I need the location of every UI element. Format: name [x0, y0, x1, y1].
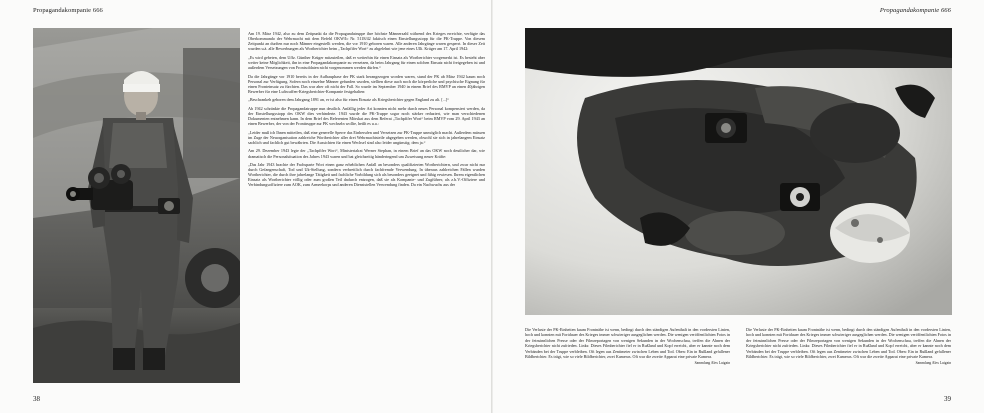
body-paragraph: „Beschrankeh geboren dem Jahrgang 1891 an, er ist also für einen Einsatz als Kriegsberichter gegen England zu alt. [...]“: [248, 97, 450, 103]
photo-caption: [746, 327, 951, 367]
photo-wounded-cameraman-image: [33, 28, 240, 383]
body-paragraph: Am 29. Dezember 1943 legte der „Tachpfifer Wort“, Ministerialrat Werner Stephan, in einem Brief an das OKW noch deutlicher dar, wie dramatisch die Personalsituation des Jahres 1943 waren und bat gleichzeitig händeringend um Zuweisung neuer Kräfte:: [248, 148, 485, 159]
book-gutter: [491, 0, 493, 413]
page-number-left: 38: [33, 395, 40, 403]
body-text-column: [248, 31, 485, 383]
caption-text: Die Verluste der PK-Einheiten kaum Frontnähe ist wenn, bedingt durch den ständigen Aufenthalt in den vordersten Linien, hoch und konnten mit Fortdauer des Krieges immer schwieriger ausgeglichen werden. Die wenigen veröffentlichten Fotos in der feinsinnlichen Presse oder der Filmreportagen von wenigen Sekunden in der Wochenschau, treffen die Ahnen der Kriegsberichter nicht zufrieden. Links: Dieses Filmberichter fiel er in Rußland und Kopf erreicht, aber er kannte noch dem Verbänden bei der Truppe verbleiben. Oft legen aus Zentimeter zwischen Leben und Tod. Oben: Ein in Rußland gefallener Bildberichter. Es trägt, wie so viele Bildberichter, zwei Kameras. Oft war die zweite Apparat eine private Kamera.: [746, 327, 951, 360]
running-head-right: Propagandakompanie 666: [879, 7, 951, 14]
body-paragraph: „Leider muß ich Ihnen mitteilen, daß eine generelle Sperre das Einberufen und Versetzen zur PK-Truppe unmöglich macht. Außerdem müssen im Zuge der Neuorganisation zahlreiche Wortberichter aller drei Wehrmachtsteile abgegeben werden, obwohl sie sich in jahrelangem Einsatz sachlich und fachlich gut bewährten. Die Aussichten für einen Wechsel sind also leider ungünstig; dem ja.“: [248, 129, 485, 145]
photo-wounded-cameraman: [33, 28, 240, 383]
page-number-right: 39: [944, 395, 951, 403]
photo-fallen-photographer-image: [525, 28, 952, 315]
caption-credit: Sammlung Alex Luigain: [915, 361, 951, 366]
photo-fallen-photographer: [525, 28, 952, 315]
body-paragraph: „Es wird gebeten, dem Uffz. Günther Krüger mitzuteilen, daß er weiterhin für einen Einsatz als Wortberichter vorgemerkt ist. Es besteht aber weiter keine Möglichkeit, ihn in eine Propagandakompanie zu versetzen, da beim Jahrgang für einen solchen Einsatz nicht freigegeben ist und außerdem Versetzungen von Frontsoldaten nicht vorgenommen werden dürfen.“: [248, 54, 485, 70]
photo-caption: [525, 327, 730, 367]
body-paragraph: Am 19. März 1942, also zu dem Zeitpunkt da die Propagandatruppe ihre höchste Männerzahl während des Krieges erreichte, verfügte das Oberkommando der Wehrmacht mit dem Befehl OKW/Ic Nr. 5118/42 faktisch einen Einstellungsstopp für die PK-Truppe. Von diesem Zeitpunkt an durften nur noch Männer eingestellt werden, die vor 1910 geboren waren. Alle anderen Jahrgänge waren gesperrt. In dieser Zeit wurden u.ä. alle Bewerbungen als Wortberichter beim „Tachpfifer Wort“ zu abgelehnt wie jene eines Ulli. Krüger am 17. April 1942:: [248, 31, 485, 52]
body-paragraph: Ab 1942 schränkte die Propagandatruppe nun deutlich. Anfällig jeder Art konnten nicht mehr durch neues Personal kompensiert werden, da der Einstellungsstopp des OKW dies verhinderte. 1943 wurde die PK-Truppe sogar noch stärker reduziert, wie man verschiedenen Dokumenten entnehmen kann. In dem Brief des Referenten Mörskat aus dem Referat „Tachpfifer Wort“ beim RMVP vom 29. April 1943 an einen Bewerber, der von der Fronttruppe zur PK wechseln wollte, heißt es u.a.:: [248, 105, 485, 127]
body-paragraph: „Das Jahr 1943 brachte der Fachsparte Wort einen ganz erheblichen Anfall an besonders qualifizierten Wortberichtern, und zwar nicht nur durch Gefangenschaft, Tod und Uk-Stellung, sondern verbreitlich durch fachfremde Verwendung. In überaus zahlreichen Fällen wurden Wortberichter, die durch ihre jahrelange Tätigkeit und fachliche Vorbildung sich als besonders geeignet und fähig erwiesen. Ihrem eigentlichen Einsatz als Wortberichter völlig oder zum großen Teil dadurch entzogen, daß sie als Kompanie- und Zugführer, als z.b.V.-Offiziere und Verbindungsoffiziere zum AOK, zum Armeekorps und anderen Dienststellen Verwendung finden. Da ein Nachwuchs aus der: [248, 162, 485, 188]
running-head-left: Propagandakompanie 666: [33, 7, 103, 14]
body-paragraph: Da die Jahrgänge vor 1910 bereits in der Aufbauphase der PK stark herangezogen worden waren, stand der PK ab März 1942 kaum noch Personal zur Verfügung. Sofern noch einzelne Männer gefunden wurden, stellten diese auch noch die körperliche und psychische Eignung für einen Fronteinsatz zu fürchten. Das war aber oft nicht der Fall. So wurde im September 1940 in einem Brief des RMVP an einen 40jährigen Bewerber für eine Luftwaffen-Kriegsberichter-Kompanie festgehalten:: [248, 73, 485, 94]
caption-text: Die Verluste der PK-Einheiten kaum Frontnähe ist wenn, bedingt durch den ständigen Aufenthalt in den vordersten Linien, hoch und konnten mit Fortdauer des Krieges immer schwieriger ausgeglichen werden. Die wenigen veröffentlichten Fotos in der feinsinnlichen Presse oder der Filmreportagen von wenigen Sekunden in der Wochenschau, treffen die Ahnen der Kriegsberichter nicht zufrieden. Links: Dieses Filmberichter fiel er in Rußland und Kopf erreicht, aber er kannte noch dem Verbänden bei der Truppe verbleiben. Oft legen aus Zentimeter zwischen Leben und Tod. Oben: Ein in Rußland gefallener Bildberichter. Es trägt, wie so viele Bildberichter, zwei Kameras. Oft war die zweite Apparat eine private Kamera.: [525, 327, 730, 360]
caption-credit: Sammlung Alex Luigain: [694, 361, 730, 366]
